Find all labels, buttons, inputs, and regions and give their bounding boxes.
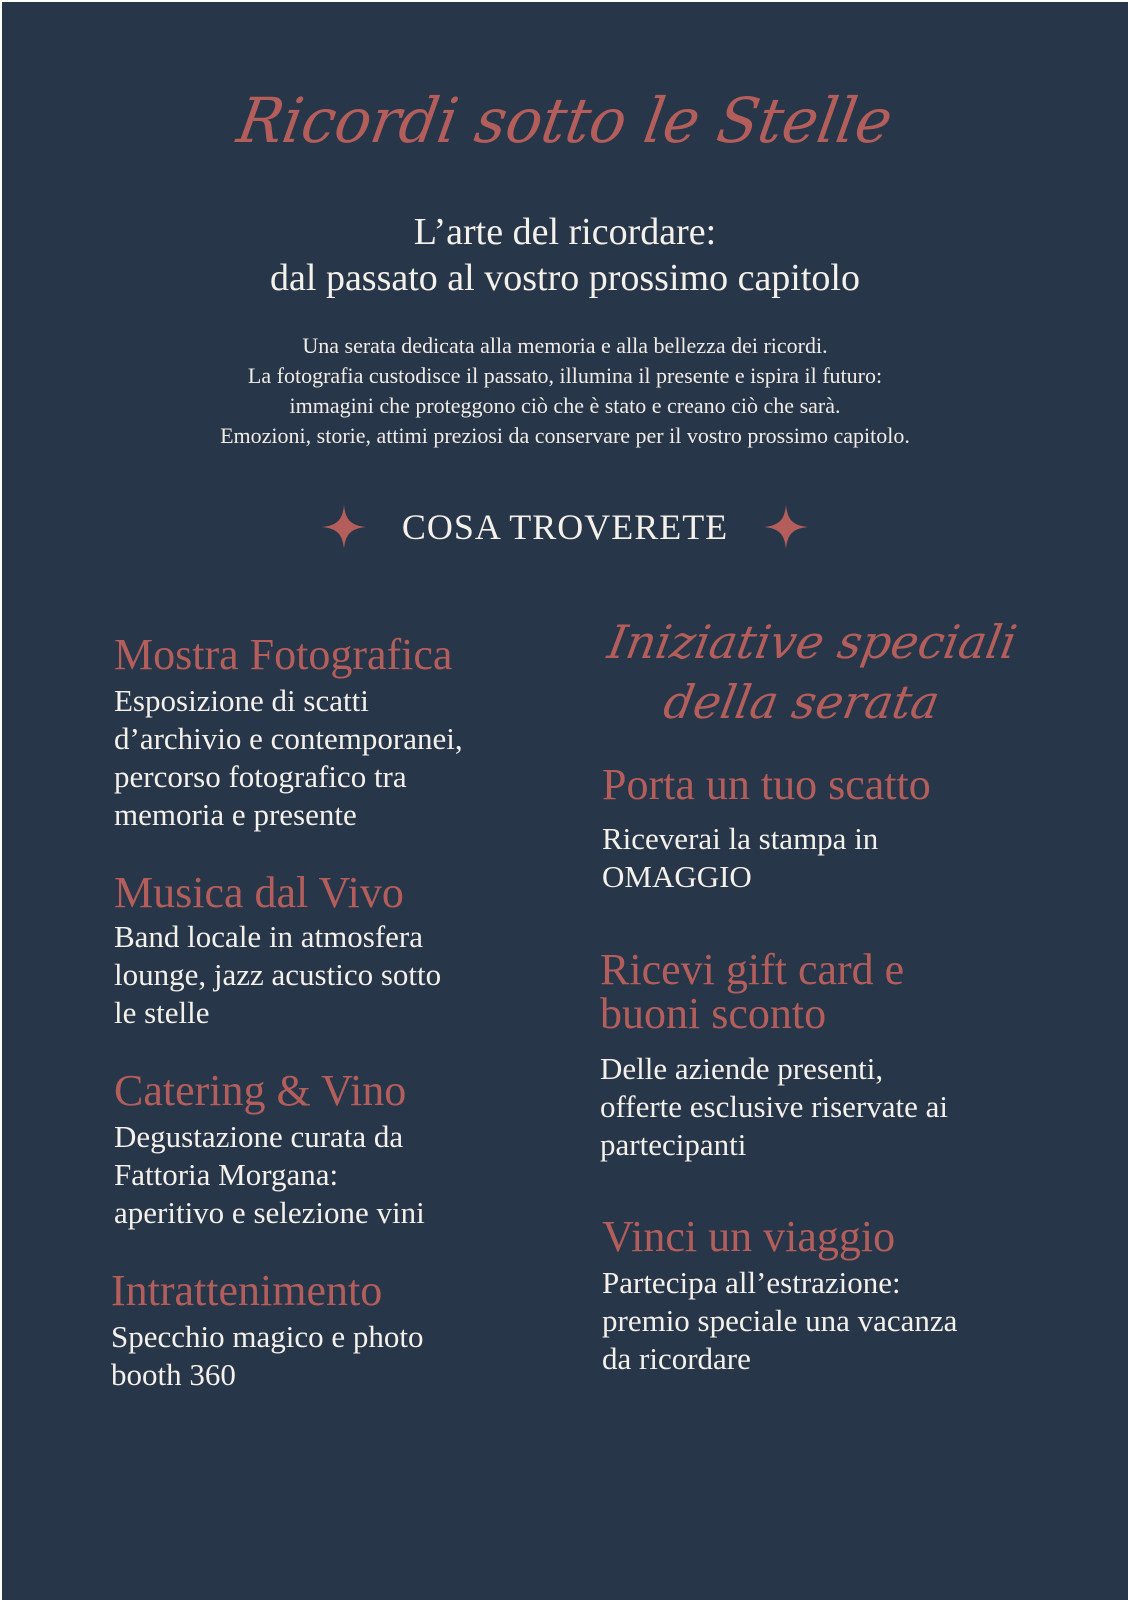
script-heading-line: della serata (659, 675, 944, 729)
feature-line: le stelle (114, 995, 210, 1030)
initiative-title-line: Ricevi gift card e (600, 945, 905, 994)
feature-line: Esposizione di scatti (114, 683, 369, 718)
feature-line: d’archivio e contemporanei, (114, 721, 463, 756)
feature-line: Fattoria Morgana: (114, 1157, 339, 1192)
sparkle-icon (762, 503, 810, 551)
feature-item (114, 1068, 564, 1232)
feature-title: Musica dal Vivo (114, 868, 404, 917)
left-column (111, 630, 564, 1394)
subtitle-line: L’arte del ricordare: (413, 211, 717, 253)
subtitle-line: dal passato al vostro prossimo capitolo (270, 257, 860, 299)
initiative-title: Porta un tuo scatto (602, 760, 931, 809)
initiative-line: Partecipa all’estrazione: (602, 1265, 901, 1300)
feature-line: aperitivo e selezione vini (114, 1195, 425, 1230)
feature-item (114, 870, 564, 1032)
initiative-line: Delle aziende presenti, (600, 1051, 884, 1086)
initiative-item (602, 1214, 1052, 1378)
initiative-description (602, 1264, 1052, 1378)
feature-title: Mostra Fotografica (114, 630, 453, 679)
feature-item (111, 1268, 564, 1394)
initiative-title (600, 945, 1052, 1038)
section-heading-label: COSA TROVERETE (401, 507, 729, 547)
section-heading (2, 502, 1128, 552)
feature-line: Band locale in atmosfera (114, 919, 424, 954)
intro-paragraph (2, 331, 1128, 451)
initiative-description (602, 820, 1052, 896)
feature-description (114, 918, 564, 1032)
feature-description (111, 1318, 564, 1394)
feature-line: booth 360 (111, 1357, 236, 1392)
script-heading-line: Iniziative speciali (603, 615, 1021, 669)
intro-line: Emozioni, storie, attimi preziosi da conservare per il vostro prossimo capitolo. (220, 423, 910, 448)
feature-line: lounge, jazz acustico sotto (114, 957, 442, 992)
initiative-title-line: buoni sconto (600, 989, 827, 1038)
initiative-line: da ricordare (602, 1341, 751, 1376)
feature-line: Specchio magico e photo (111, 1319, 424, 1354)
initiative-item (602, 762, 1052, 896)
feature-title: Intrattenimento (111, 1266, 383, 1315)
feature-description (114, 682, 564, 834)
flyer-page (2, 2, 1128, 1600)
initiative-item (600, 945, 1052, 1164)
initiative-description (600, 1050, 1052, 1164)
initiative-title: Vinci un viaggio (602, 1212, 896, 1261)
initiative-line: premio speciale una vacanza (602, 1303, 958, 1338)
feature-line: percorso fotografico tra (114, 759, 407, 794)
initiative-line: offerte esclusive riservate ai (600, 1089, 949, 1124)
feature-item (114, 632, 564, 834)
initiative-line: Riceverai la stampa in (602, 821, 879, 856)
initiative-line: partecipanti (600, 1127, 747, 1162)
script-title: Ricordi sotto le Stelle (232, 84, 898, 157)
special-initiatives-heading (591, 612, 1022, 732)
intro-line: immagini che proteggono ciò che è stato e creano ciò che sarà. (289, 393, 841, 418)
subtitle (2, 209, 1128, 301)
intro-line: Una serata dedicata alla memoria e alla bellezza dei ricordi. (302, 333, 828, 358)
right-column (602, 612, 1052, 1378)
feature-line: Degustazione curata da (114, 1119, 404, 1154)
initiative-line: OMAGGIO (602, 859, 752, 894)
sparkle-icon (320, 503, 368, 551)
intro-line: La fotografia custodisce il passato, illumina il presente e ispira il futuro: (247, 363, 883, 388)
feature-line: memoria e presente (114, 797, 357, 832)
feature-title: Catering & Vino (114, 1066, 407, 1115)
feature-description (114, 1118, 564, 1232)
